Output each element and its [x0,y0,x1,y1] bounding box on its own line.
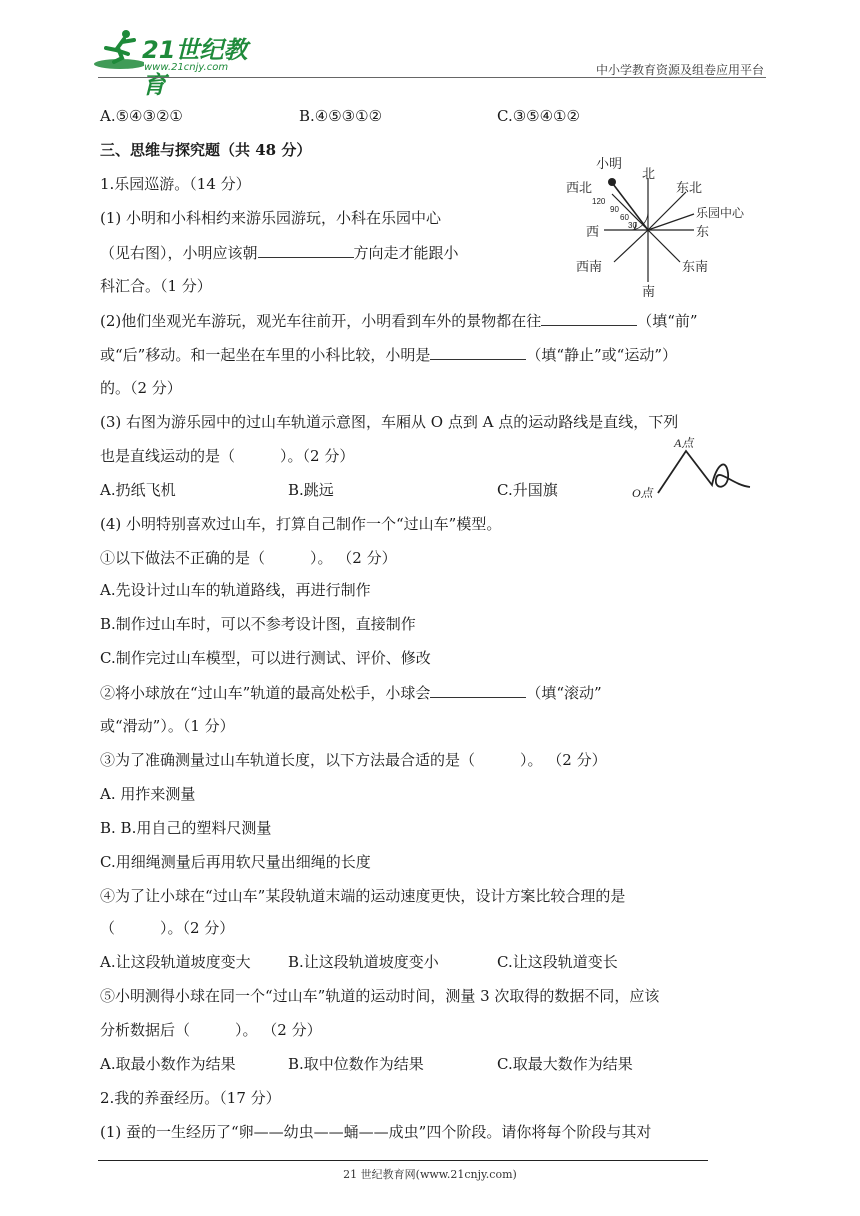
label-center: 乐园中心 [696,206,745,220]
q1-part1-text-pre: （见右图），小明应该朝 [100,244,258,262]
page-header [0,0,860,99]
answer-blank-direction[interactable] [258,242,354,258]
answer-blank-front-back[interactable] [541,310,637,326]
q1-part4-sub2-line2: 或“滑动”）。（1 分） [100,717,235,735]
q1-part4-sub5-line2: 分析数据后（ ）。 （2 分） [100,1021,322,1039]
q1-part4-sub3-option-c: C.用细绳测量后再用软尺量出细绳的长度 [100,853,371,871]
q1-part4-sub5-option-b: B.取中位数作为结果 [288,1055,424,1073]
q1-part4-sub1-option-c: C.制作完过山车模型，可以进行测试、评价、修改 [100,649,431,667]
label-point-o: O点 [632,486,653,500]
q1-part2-line1 [100,310,698,331]
label-southeast: 东南 [682,259,709,274]
answer-blank-roll-slide[interactable] [430,682,526,698]
label-northeast: 东北 [676,180,703,195]
q1-part4-sub5-line1: ⑤小明测得小球在同一个“过山车”轨道的运动时间，测量 3 次取得的数据不同，应该 [100,987,660,1005]
label-northwest: 西北 [566,180,593,195]
q1-part3-option-a: A.扔纸飞机 [100,481,176,499]
center-pointer-line [648,214,694,230]
platform-title: 中小学教育资源及组卷应用平台 [595,63,764,77]
q1-part4-sub2-post: （填“滚动” [526,684,602,702]
label-angle-30: 30 [628,221,637,230]
q1-part3-option-b: B.跳远 [288,481,334,499]
compass-diagram [560,150,760,300]
q1-part4-sub4-line2: （ ）。（2 分） [100,919,235,937]
header-divider [98,77,766,78]
q1-part2-line2 [100,344,677,365]
q1-part4-sub2-line1 [100,682,602,703]
footer-text: 21 世纪教育网(www.21cnjy.com) [343,1168,517,1181]
label-north: 北 [642,166,656,181]
q1-part1-line2 [100,242,459,263]
answer-blank-still-moving[interactable] [430,344,526,360]
prev-option-c: C.③⑤④①② [497,107,580,125]
q1-part4-sub1-option-b: B.制作过山车时，可以不参考设计图，直接制作 [100,615,416,633]
track-path [658,451,750,493]
label-angle-60: 60 [620,213,629,222]
q1-part4-intro: (4) 小明特别喜欢过山车，打算自己制作一个“过山车”模型。 [100,515,502,533]
label-east: 东 [696,224,710,239]
q1-part4-sub4-line1: ④为了让小球在“过山车”某段轨道末端的运动速度更快，设计方案比较合理的是 [100,887,626,905]
q2-part1-line1: (1) 蚕的一生经历了“卵——幼虫——蛹——成虫”四个阶段。请你将每个阶段与其对 [100,1123,652,1141]
question-2-title: 2.我的养蚕经历。（17 分） [100,1089,281,1107]
q1-part2-line2-pre: 或“后”移动。和一起坐在车里的小科比较，小明是 [100,346,431,364]
label-xiaoming: 小明 [596,156,623,171]
northeast-axis [648,192,686,230]
q1-part4-sub3-option-a: A. 用拃来测量 [100,785,196,803]
q1-part4-sub4-option-b: B.让这段轨道坡度变小 [288,953,439,971]
label-angle-120: 120 [592,197,606,206]
label-west: 西 [586,224,600,239]
q1-part4-sub4-option-c: C.让这段轨道变长 [497,953,618,971]
q1-part4-sub1-option-a: A.先设计过山车的轨道路线，再进行制作 [100,581,371,599]
q1-part3-line2: 也是直线运动的是（ ）。（2 分） [100,447,355,465]
q1-part2-line2-post: （填“静止”或“运动”） [526,346,678,364]
q1-part4-sub5-option-c: C.取最大数作为结果 [497,1055,633,1073]
question-1-title: 1.乐园巡游。（14 分） [100,175,251,193]
label-southwest: 西南 [576,259,603,274]
prev-option-b: B.④⑤③①② [299,107,383,125]
q1-part4-sub3-option-b: B. B.用自己的塑料尺测量 [100,819,272,837]
label-angle-90: 90 [610,205,619,214]
q1-part2-text-post: （填“前” [637,312,698,330]
label-south: 南 [642,284,656,299]
q1-part1-line3: 科汇合。（1 分） [100,277,212,295]
q1-part2-text-pre: (2)他们坐观光车游玩，观光车往前开，小明看到车外的景物都在往 [100,312,542,330]
logo [92,28,262,99]
q1-part4-sub4-option-a: A.让这段轨道坡度变大 [100,953,251,971]
q1-part3-option-c: C.升国旗 [497,481,558,499]
xiaoming-dot-icon [608,178,616,186]
label-point-a: A点 [674,436,694,450]
q1-part1-text-post: 方向走才能跟小 [353,244,459,262]
q1-part4-sub1: ①以下做法不正确的是（ ）。 （2 分） [100,549,397,567]
q1-part3-line1: (3) 右图为游乐园中的过山车轨道示意图，车厢从 O 点到 A 点的运动路线是直线，下列 [100,413,679,431]
southwest-axis [614,230,648,262]
footer-divider [98,1160,708,1161]
logo-url: www.21cnjy.com [144,62,229,73]
q1-part4-sub5-option-a: A.取最小数作为结果 [100,1055,236,1073]
logo-text: 21世纪教育 [142,36,248,99]
section-heading: 三、思维与探究题（共 48 分） [100,141,312,159]
roller-coaster-track [628,435,758,505]
runner-logo-icon [92,28,144,72]
q1-part2-line3: 的。（2 分） [100,379,182,397]
q1-part4-sub3: ③为了准确测量过山车轨道长度，以下方法最合适的是（ ）。 （2 分） [100,751,607,769]
southeast-axis [648,230,680,262]
prev-option-a: A.⑤④③②① [100,107,183,125]
q1-part1-line1: (1) 小明和小科相约来游乐园游玩，小科在乐园中心 [100,209,442,227]
q1-part4-sub2-pre: ②将小球放在“过山车”轨道的最高处松手，小球会 [100,684,431,702]
